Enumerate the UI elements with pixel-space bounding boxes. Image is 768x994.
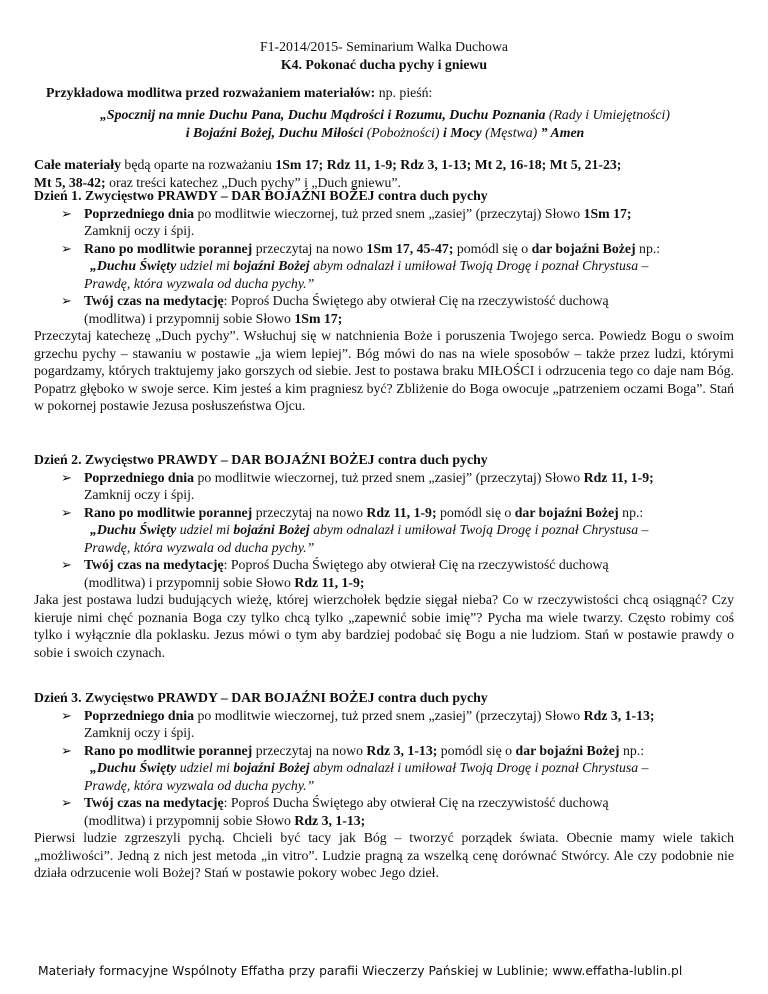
quote-part: Prawdę, która wyzwala od ducha pychy.” [84,777,315,793]
step-text: : Poproś Ducha Świętego aby otwierał Cię na rzeczywistość duchową [223,557,609,572]
arrow-bullet-icon: ➢ [61,795,72,810]
step-meditation [34,794,734,829]
step-text: (modlitwa) i przypomnij sobie Słowo [84,310,295,326]
quote-part: bojaźni Bożej [233,522,310,537]
step-morning [34,742,734,795]
quote-part: udziel mi [176,522,234,537]
quote-part: abym odnalazł i umiłował Twoją Drogę i poznał Chrystusa – [309,522,649,537]
prayer-part: (Męstwa) [485,124,538,140]
quote-part: abym odnalazł i umiłował Twoją Drogę i poznał Chrystusa – [309,760,649,775]
step-meditation [34,292,734,327]
step-label: Rano po modlitwie porannej [84,742,253,758]
step-text: Zamknij oczy i śpij. [84,725,195,740]
materials-part: będą oparte na rozważaniu [120,157,276,172]
day-reflection: Jaka jest postawa ludzi budujących wieżę, której wierzchołek będzie sięgał nieba? Co w rzeczywistości chcą osiągnąć? Czy kieruje nimi chęć poznania Boga czy tylko chcą tylko „zapewnić sobie imię”? Pycha ma wiele twarzy. Często robimy coś tylko i wyłącznie dla poklasku. Jezus mówi o tym aby bardziej podobać się Bogu a nie ludziom. Stań w postawie prawdy o sobie i swoich czynach. [34,592,734,660]
quote-part: abym odnalazł i umiłował Twoją Drogę i poznał Chrystusa – [309,258,649,273]
prayer-part: „Spocznij na mnie Duchu Pana, Duchu Mądrości i Rozumu, Duchu Poznania [100,107,549,122]
gift-name: dar bojaźni Bożej [514,504,619,520]
scripture-ref: Rdz 11, 1-9; [366,504,437,520]
prayer-part: i Bojaźni Bożej, Duchu Miłości [185,124,367,140]
step-label: Poprzedniego dnia [84,707,194,723]
gift-name: dar bojaźni Bożej [531,240,636,256]
step-label: Rano po modlitwie porannej [84,504,253,520]
step-text: po modlitwie wieczornej, tuż przed snem „zasiej” (przeczytaj) Słowo [194,205,584,221]
quote-part: udziel mi [176,258,234,273]
step-text: Zamknij oczy i śpij. [84,223,195,238]
step-label: Twój czas na medytację [84,795,224,810]
step-text: przeczytaj na nowo [252,742,367,758]
day-reflection: Przeczytaj katechezę „Duch pychy”. Wsłuchuj się w natchnienia Boże i poruszenia Twojego serca. Powiedz Bogu o swoim grzechu pychy – stawaniu w postawie „ja wiem lepiej”. Bóg mówi do nas na wiele sposobów – także przez ludzi, którymi pogardzamy, których traktujemy jako gorszych od siebie. Jest to postawa braku MIŁOŚCI i odrzucenia tego co daje nam Bóg. Popatrz głęboko w swoje serce. Kim jesteś a kim pragniesz być? Zbliżenie do Boga owocuje „patrzeniem oczami Boga”. Stań w pokornej postawie Jezusa posłuszeństwa Ojcu. [34,328,734,413]
step-label: Twój czas na medytację [84,293,224,308]
day-section [34,451,734,661]
arrow-bullet-icon: ➢ [61,707,72,723]
scripture-ref: Rdz 3, 1-13; [583,707,655,723]
day-title: Dzień 3. Zwycięstwo PRAWDY – DAR BOJAŹNI BOŻEJ contra duch pychy [34,690,488,705]
step-label: Rano po modlitwie porannej [84,240,253,256]
step-text: po modlitwie wieczornej, tuż przed snem „zasiej” (przeczytaj) Słowo [194,707,584,723]
step-label: Poprzedniego dnia [84,469,194,485]
materials-part: oraz treści katechez „Duch pychy” i „Duch gniewu”. [105,174,401,190]
scripture-ref: Rdz 11, 1-9; [583,469,654,485]
step-text: (modlitwa) i przypomnij sobie Słowo [84,812,295,828]
step-previous-day [34,469,734,504]
step-label: Twój czas na medytację [84,557,224,572]
gift-name: dar bojaźni Bożej [515,742,620,758]
arrow-bullet-icon: ➢ [61,742,72,758]
step-previous-day [34,205,734,240]
quote-part: Prawdę, która wyzwala od ducha pychy.” [84,275,315,291]
prayer-quote [84,759,734,794]
quote-part: bojaźni Bożej [233,760,310,775]
step-text: pomódl się o [436,504,515,520]
materials-note [34,156,734,191]
step-text: przeczytaj na nowo [252,504,367,520]
prayer-quote [84,257,734,292]
quote-part: „Duchu Święty [90,258,177,273]
intro-line [46,84,432,102]
step-text: np.: [619,742,645,758]
header-topic-line: K4. Pokonać ducha pychy i gniewu [280,57,488,72]
quote-part: „Duchu Święty [90,760,177,775]
quote-part: bojaźni Bożej [233,258,310,273]
day-steps [34,707,734,830]
arrow-bullet-icon: ➢ [61,557,72,572]
day-reflection: Pierwsi ludzie zgrzeszyli pychą. Chcieli być tacy jak Bóg – tworzyć porządek świata. Obecnie mamy wiele takich „możliwości”. Jedną z nich jest metoda „in vitro”. Ludzie pragną za wszelką cenę dorównać Stwórcy. Ale czy podobnie nie działa odrzucenie woli Bożej? Stań w postawie pokory wobec Jego dzieł. [34,830,734,880]
step-morning [34,240,734,293]
day-title: Dzień 1. Zwycięstwo PRAWDY – DAR BOJAŹNI BOŻEJ contra duch pychy [34,188,488,203]
arrow-bullet-icon: ➢ [61,469,72,485]
step-meditation [34,556,734,591]
prayer-part: ” Amen [537,124,585,140]
arrow-bullet-icon: ➢ [61,205,72,221]
arrow-bullet-icon: ➢ [61,240,72,256]
step-text: (modlitwa) i przypomnij sobie Słowo [84,574,295,590]
day-section [34,689,734,882]
scripture-ref: 1Sm 17, 45-47; [366,240,454,256]
step-text: po modlitwie wieczornej, tuż przed snem „zasiej” (przeczytaj) Słowo [194,469,584,485]
page-footer: Materiały formacyjne Wspólnoty Effatha przy parafii Wieczerzy Pańskiej w Lublinie; www.effatha-lublin.pl [38,964,683,978]
step-morning [34,504,734,557]
materials-part: 1Sm 17; Rdz 11, 1-9; Rdz 3, 1-13; Mt 2, 16-18; Mt 5, 21-23; [275,157,622,172]
step-text: Zamknij oczy i śpij. [84,487,195,502]
step-previous-day [34,707,734,742]
prayer-part: (Rady i Umiejętności) [548,107,670,122]
step-text: np.: [635,240,661,256]
intro-rest: np. pieśń: [375,85,433,100]
arrow-bullet-icon: ➢ [61,293,72,308]
arrow-bullet-icon: ➢ [61,504,72,520]
prayer-quote [84,521,734,556]
day-title: Dzień 2. Zwycięstwo PRAWDY – DAR BOJAŹNI BOŻEJ contra duch pychy [34,452,488,467]
step-label: Poprzedniego dnia [84,205,194,221]
quote-part: Prawdę, która wyzwala od ducha pychy.” [84,539,315,555]
prayer-part: (Pobożności) [366,124,440,140]
prayer-part: i Mocy [439,124,486,140]
day-steps [34,469,734,592]
step-text: : Poproś Ducha Świętego aby otwierał Cię na rzeczywistość duchową [223,293,609,308]
scripture-ref: 1Sm 17; [294,310,343,326]
scripture-ref: Rdz 3, 1-13; [294,812,366,828]
quote-part: udziel mi [176,760,234,775]
opening-prayer [40,106,730,141]
step-text: : Poproś Ducha Świętego aby otwierał Cię na rzeczywistość duchową [223,795,609,810]
scripture-ref: Rdz 11, 1-9; [294,574,365,590]
materials-part: Całe materiały [34,157,121,172]
scripture-ref: Rdz 3, 1-13; [366,742,438,758]
day-steps [34,205,734,328]
step-text: np.: [618,504,644,520]
step-text: pomódl się o [437,742,516,758]
materials-part: Mt 5, 38-42; [34,174,106,190]
intro-bold: Przykładowa modlitwa przed rozważaniem materiałów: [46,85,376,100]
day-section [34,187,734,415]
scripture-ref: 1Sm 17; [583,205,632,221]
quote-part: „Duchu Święty [90,522,177,537]
header-course-line: F1-2014/2015- Seminarium Walka Duchowa [259,39,509,54]
step-text: przeczytaj na nowo [252,240,367,256]
step-text: pomódl się o [453,240,532,256]
